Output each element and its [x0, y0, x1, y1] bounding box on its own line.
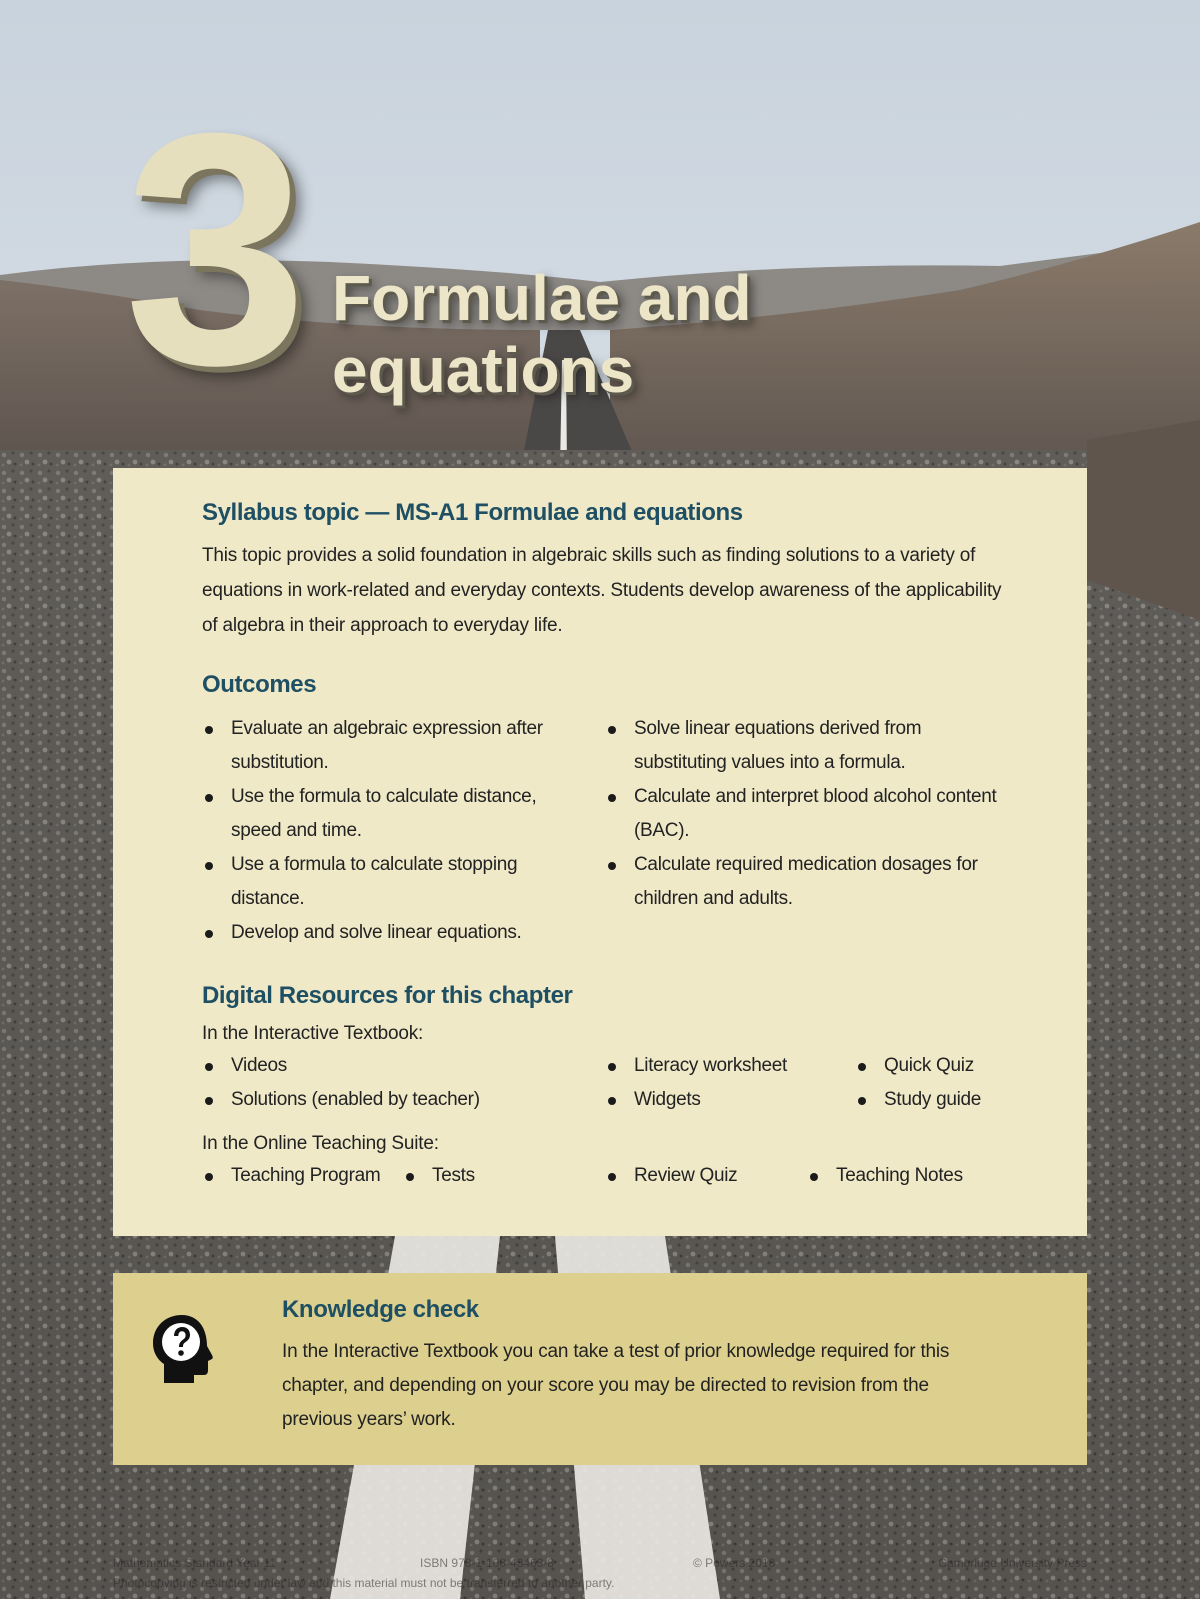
textbook-list-col3 — [855, 1049, 1015, 1117]
resource-item[interactable]: Tests — [403, 1159, 583, 1193]
chapter-title — [332, 262, 752, 406]
suite-list-col1 — [202, 1159, 402, 1193]
resource-item[interactable]: Review Quiz — [605, 1159, 795, 1193]
digital-heading: Digital Resources for this chapter — [202, 982, 573, 1009]
syllabus-panel — [113, 468, 1087, 1236]
textbook-label: In the Interactive Textbook: — [202, 1023, 424, 1044]
footer-publisher: Cambridge University Press — [938, 1556, 1087, 1570]
chapter-title-line1: Formulae and — [332, 262, 752, 334]
outcome-item: Calculate and interpret blood alcohol content (BAC). — [605, 780, 1002, 848]
resource-item[interactable]: Study guide — [855, 1083, 1015, 1117]
syllabus-intro: This topic provides a solid foundation in algebraic skills such as finding solutions to a variety of equations in work-related and everyday contexts. Students develop awareness of the applicability of algebra in their approach to everyday life. — [202, 545, 1002, 636]
footer-copyright: © Powers 2018 — [693, 1556, 776, 1570]
outcomes-right-list — [605, 712, 1002, 916]
head-question-icon — [150, 1313, 214, 1385]
footer-isbn: ISBN 978-1-108-43463-8 — [420, 1556, 555, 1570]
suite-list-col4 — [807, 1159, 1007, 1193]
resource-item[interactable]: Teaching Notes — [807, 1159, 1007, 1193]
outcome-item: Develop and solve linear equations. — [202, 916, 572, 950]
syllabus-section — [202, 498, 1002, 643]
knowledge-check-body — [282, 1295, 982, 1437]
suite-list-col3 — [605, 1159, 795, 1193]
digital-resources-section — [202, 981, 1002, 1241]
resource-item[interactable]: Teaching Program — [202, 1159, 402, 1193]
knowledge-check-text: In the Interactive Textbook you can take a test of prior knowledge required for this chapter, and depending on your score you may be directed to revision from the previous years’ work. — [282, 1341, 950, 1430]
outcome-item: Use the formula to calculate distance, speed and time. — [202, 780, 572, 848]
outcomes-heading: Outcomes — [202, 671, 317, 698]
outcome-item: Calculate required medication dosages for children and adults. — [605, 848, 1002, 916]
resource-item[interactable]: Solutions (enabled by teacher) — [202, 1083, 582, 1117]
chapter-title-line2: equations — [332, 334, 635, 406]
knowledge-check-panel — [113, 1273, 1087, 1465]
resource-item[interactable]: Videos — [202, 1049, 582, 1083]
resource-item[interactable]: Quick Quiz — [855, 1049, 1015, 1083]
knowledge-check-heading: Knowledge check — [282, 1296, 479, 1323]
suite-list-col2 — [403, 1159, 583, 1193]
resource-item[interactable]: Widgets — [605, 1083, 845, 1117]
page-footer — [113, 1556, 1087, 1590]
outcome-item: Solve linear equations derived from substituting values into a formula. — [605, 712, 1002, 780]
outcome-item: Use a formula to calculate stopping distance. — [202, 848, 572, 916]
footer-notice: Photocopying is restricted under law and this material must not be transferred to another party. — [113, 1576, 615, 1590]
outcomes-section — [202, 670, 1002, 950]
outcome-item: Evaluate an algebraic expression after substitution. — [202, 712, 572, 780]
textbook-list-col1 — [202, 1049, 582, 1117]
suite-label: In the Online Teaching Suite: — [202, 1133, 439, 1154]
footer-book: Mathematics Standard Year 11 — [113, 1556, 277, 1570]
syllabus-heading: Syllabus topic — MS-A1 Formulae and equations — [202, 499, 743, 526]
resource-item[interactable]: Literacy worksheet — [605, 1049, 845, 1083]
chapter-number: 3 — [124, 64, 300, 433]
textbook-list-col2 — [605, 1049, 845, 1117]
outcomes-left-list — [202, 712, 572, 950]
